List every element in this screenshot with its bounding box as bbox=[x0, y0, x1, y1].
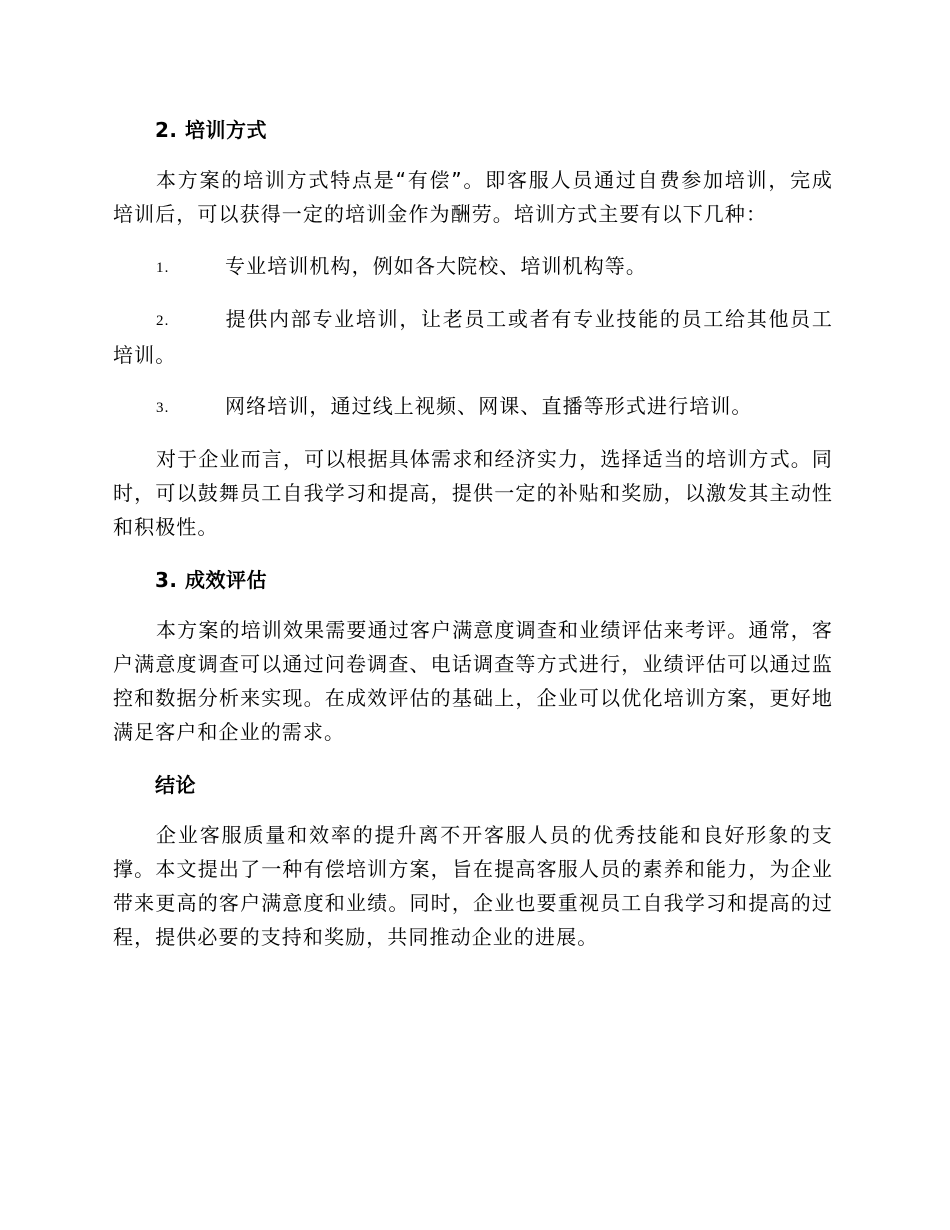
paragraph-training-intro: 本方案的培训方式特点是“有偿”。即客服人员通过自费参加培训，完成培训后，可以获得一定的培训金作为酬劳。培训方式主要有以下几种： bbox=[113, 168, 833, 226]
list-item bbox=[113, 389, 833, 425]
paragraph-conclusion: 企业客服质量和效率的提升离不开客服人员的优秀技能和良好形象的支撑。本文提出了一种有偿培训方案，旨在提高客服人员的素养和能力，为企业带来更高的客户满意度和业绩。同时，企业也要重视员工自我学习和提高的过程，提供必要的支持和奖励，共同推动企业的进展。 bbox=[113, 823, 833, 949]
paragraph-training-closing: 对于企业而言，可以根据具体需求和经济实力，选择适当的培训方式。同时，可以鼓舞员工自我学习和提高，提供一定的补贴和奖励，以激发其主动性和积极性。 bbox=[113, 447, 833, 539]
paragraph-evaluation: 本方案的培训效果需要通过客户满意度调查和业绩评估来考评。通常，客户满意度调查可以通过问卷调查、电话调查等方式进行，业绩评估可以通过监控和数据分析来实现。在成效评估的基础上，企业可以优化培训方案，更好地满足客户和企业的需求。 bbox=[113, 618, 833, 744]
section-heading-training-methods: 2. 培训方式 bbox=[155, 118, 267, 142]
list-number: 1. bbox=[156, 260, 170, 276]
list-number: 2. bbox=[156, 313, 170, 329]
list-item-text: 专业培训机构，例如各大院校、培训机构等。 bbox=[225, 254, 647, 278]
list-item bbox=[113, 249, 833, 285]
list-number: 3. bbox=[156, 400, 170, 416]
list-item bbox=[113, 302, 833, 372]
section-heading-conclusion: 结论 bbox=[155, 773, 196, 797]
list-item-text: 提供内部专业培训，让老员工或者有专业技能的员工给其他员工培训。 bbox=[113, 307, 833, 367]
section-heading-evaluation: 3. 成效评估 bbox=[155, 568, 267, 592]
list-item-text: 网络培训，通过线上视频、网课、直播等形式进行培训。 bbox=[225, 394, 753, 418]
document-content bbox=[113, 112, 833, 972]
